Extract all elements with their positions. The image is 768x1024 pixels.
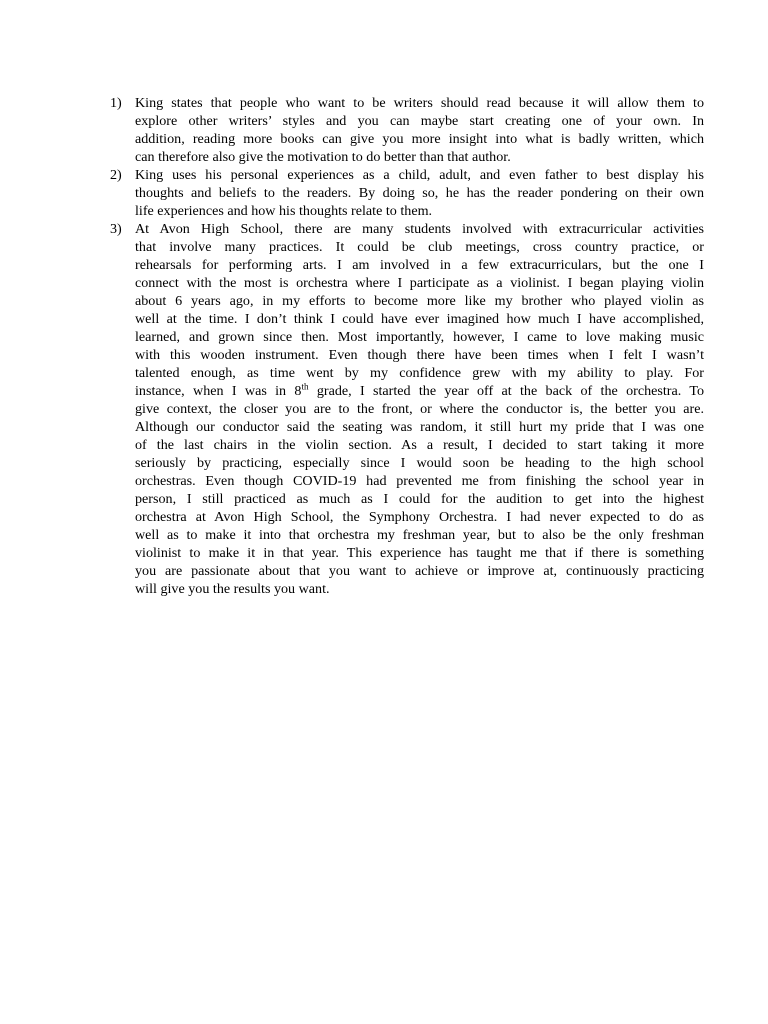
- answer-list: [110, 94, 704, 598]
- text-line: give context, the closer you are to the front, or where the conductor is, the better you are.: [135, 401, 704, 417]
- answer-text: [135, 220, 704, 598]
- text-line: well at the time. I don’t think I could have ever imagined how much I have accomplished,: [135, 311, 704, 327]
- text-line: can therefore also give the motivation to do better than that author.: [135, 149, 511, 165]
- text-line: thoughts and beliefs to the readers. By doing so, he has the reader pondering on their own: [135, 185, 704, 201]
- text-line: explore other writers’ styles and you can maybe start creating one of your own. In: [135, 113, 704, 129]
- text-line: well as to make it into that orchestra my freshman year, but to also be the only freshman: [135, 527, 704, 543]
- item-number: 1): [110, 95, 122, 111]
- text-fragment: instance, when I was in 8: [135, 383, 302, 399]
- text-line: that involve many practices. It could be club meetings, cross country practice, or: [135, 239, 704, 255]
- answer-item-3: [110, 220, 704, 598]
- answer-item-1: [110, 94, 704, 166]
- text-line: rehearsals for performing arts. I am involved in a few extracurriculars, but the one I: [135, 257, 704, 273]
- text-line: person, I still practiced as much as I could for the audition to get into the highest: [135, 491, 704, 507]
- text-line: with this wooden instrument. Even though there have been times when I felt I wasn’t: [135, 347, 704, 363]
- text-line: orchestra at Avon High School, the Symphony Orchestra. I had never expected to do as: [135, 509, 704, 525]
- answer-item-2: [110, 166, 704, 220]
- text-line: At Avon High School, there are many students involved with extracurricular activities: [135, 221, 704, 237]
- text-line: King states that people who want to be writers should read because it will allow them to: [135, 95, 704, 111]
- text-line: connect with the most is orchestra where I participate as a violinist. I began playing violin: [135, 275, 704, 291]
- text-fragment: grade, I started the year off at the back of the orchestra. To: [308, 383, 705, 399]
- superscript: th: [301, 381, 309, 392]
- text-line: King uses his personal experiences as a child, adult, and even father to best display his: [135, 167, 704, 183]
- text-line: you are passionate about that you want to achieve or improve at, continuously practicing: [135, 563, 704, 579]
- text-line: violinist to make it in that year. This experience has taught me that if there is something: [135, 545, 704, 561]
- text-line: orchestras. Even though COVID-19 had prevented me from finishing the school year in: [135, 473, 704, 489]
- item-number: 3): [110, 221, 122, 237]
- text-line: learned, and grown since then. Most importantly, however, I came to love making music: [135, 329, 704, 345]
- text-line: of the last chairs in the violin section. As a result, I decided to start taking it more: [135, 437, 704, 453]
- text-line: addition, reading more books can give you more insight into what is badly written, which: [135, 131, 704, 147]
- text-line: about 6 years ago, in my efforts to become more like my brother who played violin as: [135, 293, 704, 309]
- text-line: life experiences and how his thoughts relate to them.: [135, 203, 433, 219]
- text-line-with-superscript: [135, 382, 704, 400]
- text-line: talented enough, as time went by my confidence grew with my ability to play. For: [135, 365, 704, 381]
- text-line: will give you the results you want.: [135, 581, 330, 597]
- answer-text: [135, 166, 704, 220]
- text-line: seriously by practicing, especially since I would soon be heading to the high school: [135, 455, 704, 471]
- item-number: 2): [110, 167, 122, 183]
- text-line: Although our conductor said the seating was random, it still hurt my pride that I was one: [135, 419, 704, 435]
- answer-text: [135, 94, 704, 166]
